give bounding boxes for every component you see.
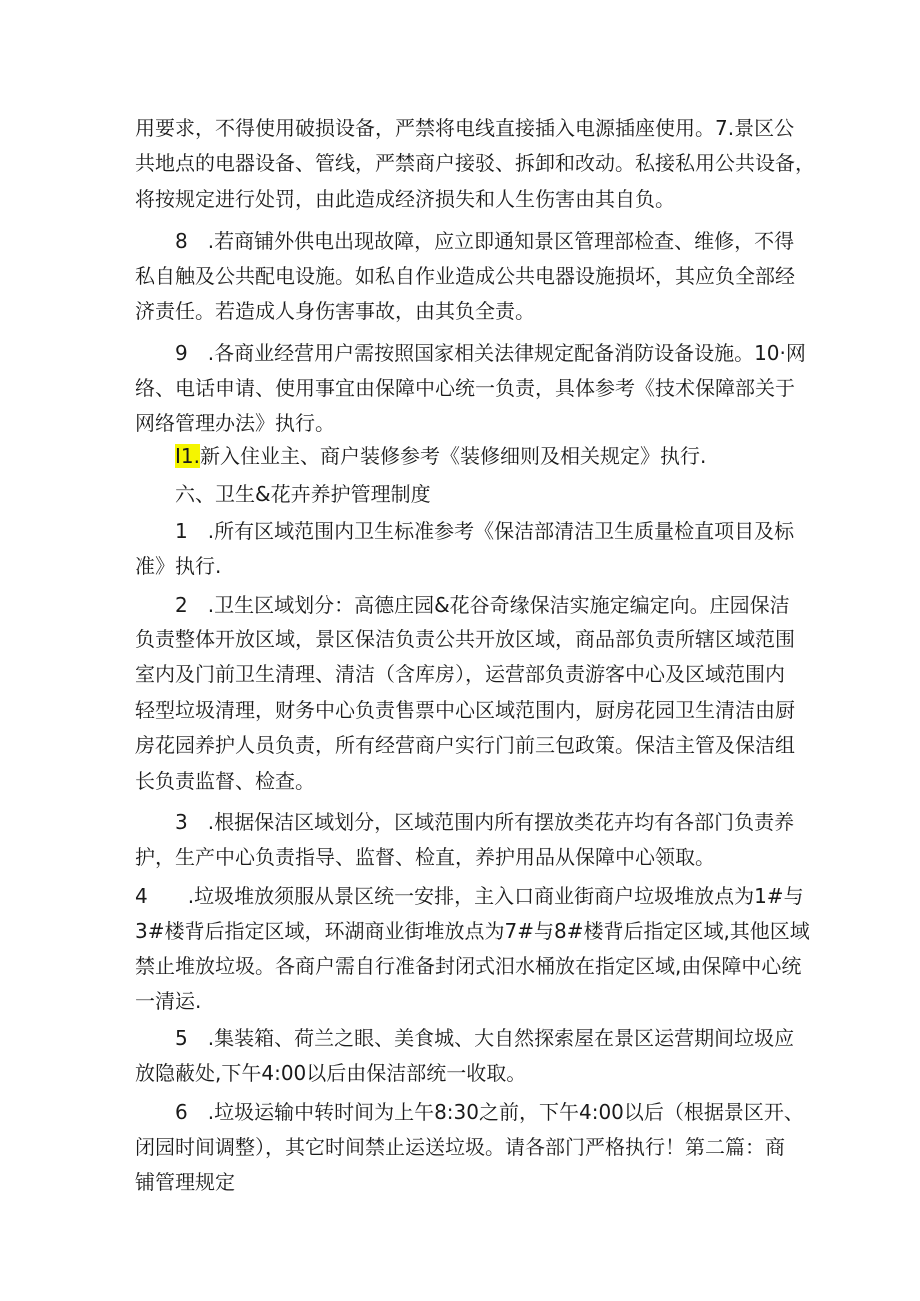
section-heading: 六、卫生&花卉养护管理制度 (175, 482, 431, 506)
text-line-5: 私自触及公共配电设施。如私自作业造成公共电器设施损坏，其应负全部经 (135, 264, 795, 288)
text-line-19: 长负责监督、检查。 (135, 769, 315, 793)
text-line-2: 共地点的电器设备、管线，严禁商户接驳、拆卸和改动。私接私用公共设备， (135, 151, 815, 175)
text-line-9: 网络管理办法》执行。 (135, 411, 335, 435)
text-line-27: 放隐蔽处,下午4:00以后由保洁部统一收取。 (135, 1061, 527, 1085)
text-line-14: 2 .卫生区域划分：高德庄园&花谷奇缘保洁实施定编定向。庄园保洁 (175, 593, 790, 617)
text-line-1: 用要求，不得使用破损设备，严禁将电线直接插入电源插座使用。7.景区公 (135, 116, 795, 140)
text-line-18: 房花园养护人员负责，所有经营商户实行门前三包政策。保洁主管及保洁组 (135, 733, 795, 757)
text-line-29: 闭园时间调整），其它时间禁止运送垃圾。请各部门严格执行！第二篇：商 (135, 1135, 785, 1159)
text-line-30: 铺管理规定 (135, 1170, 235, 1194)
text-line-7: 9 .各商业经营用户需按照国家相关法律规定配备消防设备设施。10·网 (175, 341, 806, 365)
text-line-24: 禁止堆放垃圾。各商户需自行准备封闭式汨水桶放在指定区域,由保障中心统 (135, 954, 802, 978)
text-line-17: 轻型垃圾清理，财务中心负责售票中心区域范围内，厨房花园卫生清洁由厨 (135, 698, 795, 722)
text-line-6: 济责任。若造成人身伤害事故，由其负全责。 (135, 299, 535, 323)
highlighted-item-number: I1. (175, 444, 200, 468)
text-line-22: 4 .垃圾堆放须服从景区统一安排，主入口商业街商户垃圾堆放点为1#与 (135, 884, 804, 908)
text-line-12: 1 .所有区域范围内卫生标准参考《保洁部清洁卫生质量检直项目及标 (175, 519, 795, 543)
text-line-10 (175, 443, 920, 469)
text-line-23: 3#楼背后指定区域，环湖商业街堆放点为7#与8#楼背后指定区域,其他区域 (135, 919, 810, 943)
text-line-26: 5 .集装箱、荷兰之眼、美食城、大自然探索屋在景区运营期间垃圾应 (175, 1026, 795, 1050)
text-line-21: 护，生产中心负责指导、监督、检直，养护用品从保障中心领取。 (135, 845, 715, 869)
text-line-16: 室内及门前卫生清理、清洁（含库房），运营部负责游客中心及区域范围内 (135, 662, 785, 686)
text-line-15: 负责整体开放区域，景区保洁负责公共开放区域，商品部负责所辖区域范围 (135, 627, 795, 651)
text-line-3: 将按规定进行处罚，由此造成经济损失和人生伤害由其自负。 (135, 187, 675, 211)
text-line-28: 6 .垃圾运输中转时间为上午8:30之前，下午4:00以后（根据景区开、 (175, 1100, 804, 1124)
text-line-25: 一清运. (135, 989, 202, 1013)
text-line-8: 络、电话申请、使用事宜由保障中心统一负责，具体参考《技术保障部关于 (135, 376, 795, 400)
text-line-4: 8 .若商铺外供电出现故障，应立即通知景区管理部检查、维修，不得 (175, 229, 795, 253)
text-line-13: 准》执行. (135, 554, 222, 578)
highlighted-line-rest: 新入住业主、商户装修参考《装修细则及相关规定》执行. (199, 444, 707, 468)
text-line-20: 3 .根据保洁区域划分，区域范围内所有摆放类花卉均有各部门负责养 (175, 810, 795, 834)
